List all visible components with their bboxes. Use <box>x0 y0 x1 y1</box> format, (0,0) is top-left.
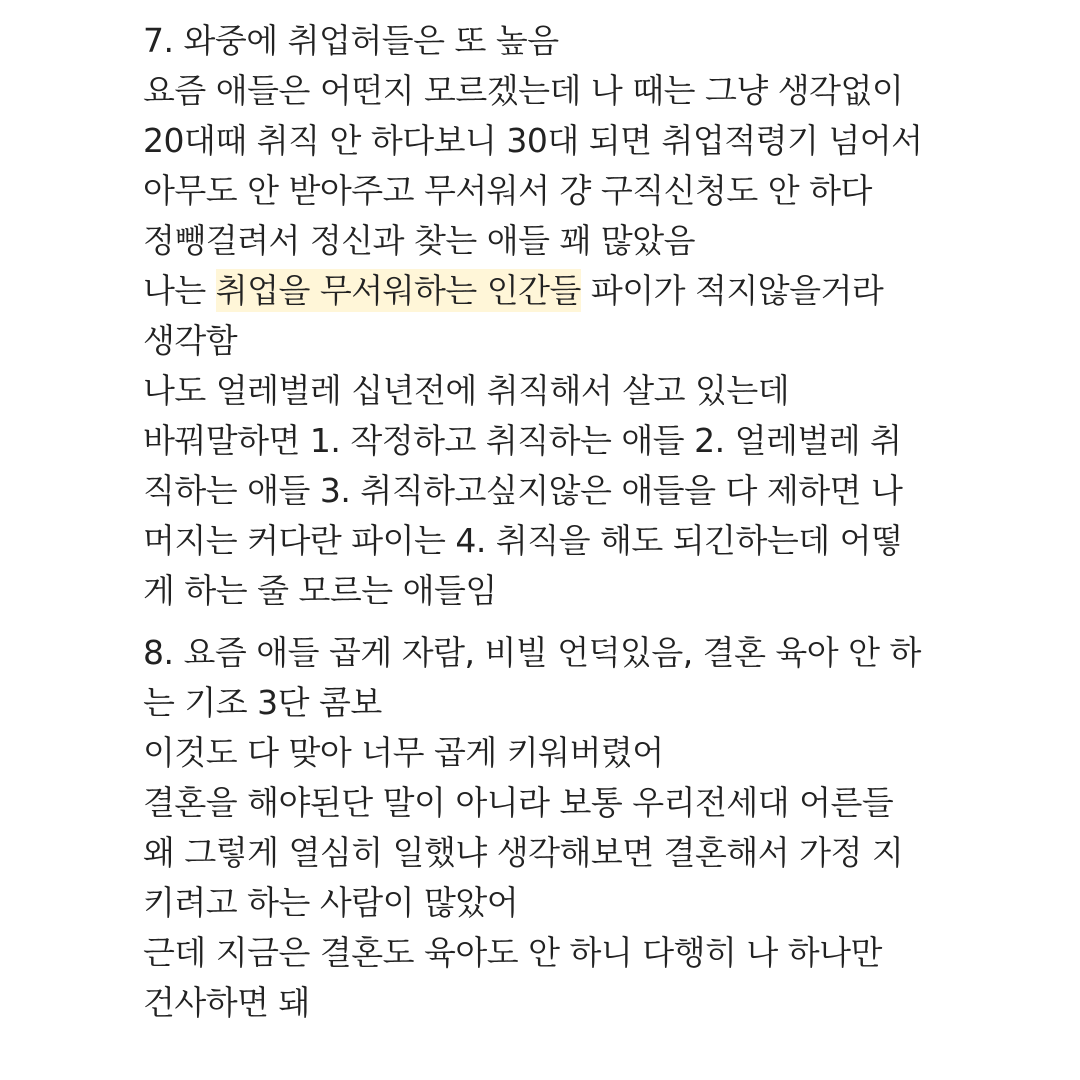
section-spacer <box>143 616 1043 628</box>
section-8-heading: 8. 요즘 애들 곱게 자람, 비빌 언덕있음, 결혼 육아 안 하 <box>143 633 921 672</box>
text-line: 결혼을 해야된단 말이 아니라 보통 우리전세대 어른들 <box>143 783 894 822</box>
text-line: 건사하면 돼 <box>143 983 310 1022</box>
text-fragment: 파이가 적지않을거라 <box>580 271 884 310</box>
text-line: 바꿔말하면 1. 작정하고 취직하는 애들 2. 얼레벌레 취 <box>143 421 902 460</box>
text-line: 게 하는 줄 모르는 애들임 <box>143 571 497 610</box>
text-line-with-highlight <box>143 266 1043 316</box>
text-line: 이것도 다 맞아 너무 곱게 키워버렸어 <box>143 733 664 772</box>
text-line: 나도 얼레벌레 십년전에 취직해서 살고 있는데 <box>143 371 790 410</box>
text-line: 정뺑걸려서 정신과 찾는 애들 꽤 많았음 <box>143 221 695 260</box>
post-text <box>143 16 1043 1028</box>
text-line: 왜 그렇게 열심히 일했냐 생각해보면 결혼해서 가정 지 <box>143 833 904 872</box>
text-fragment: 나는 <box>143 271 216 310</box>
text-line: 생각함 <box>143 321 238 360</box>
text-line: 20대때 취직 안 하다보니 30대 되면 취업적령기 넘어서 <box>143 121 923 160</box>
section-7-heading: 7. 와중에 취업허들은 또 높음 <box>143 21 559 60</box>
text-line: 키려고 하는 사람이 많았어 <box>143 883 519 922</box>
section-8 <box>143 628 1043 1028</box>
text-line: 는 기조 3단 콤보 <box>143 683 382 722</box>
text-line: 근데 지금은 결혼도 육아도 안 하니 다행히 나 하나만 <box>143 933 882 972</box>
section-7 <box>143 16 1043 616</box>
highlighted-text: 취업을 무서워하는 인간들 <box>215 271 581 310</box>
text-line: 요즘 애들은 어떤지 모르겠는데 나 때는 그냥 생각없이 <box>143 71 904 110</box>
text-line: 아무도 안 받아주고 무서워서 걍 구직신청도 안 하다 <box>143 171 872 210</box>
text-line: 직하는 애들 3. 취직하고싶지않은 애들을 다 제하면 나 <box>143 471 903 510</box>
text-line: 머지는 커다란 파이는 4. 취직을 해도 되긴하는데 어떻 <box>143 521 903 560</box>
